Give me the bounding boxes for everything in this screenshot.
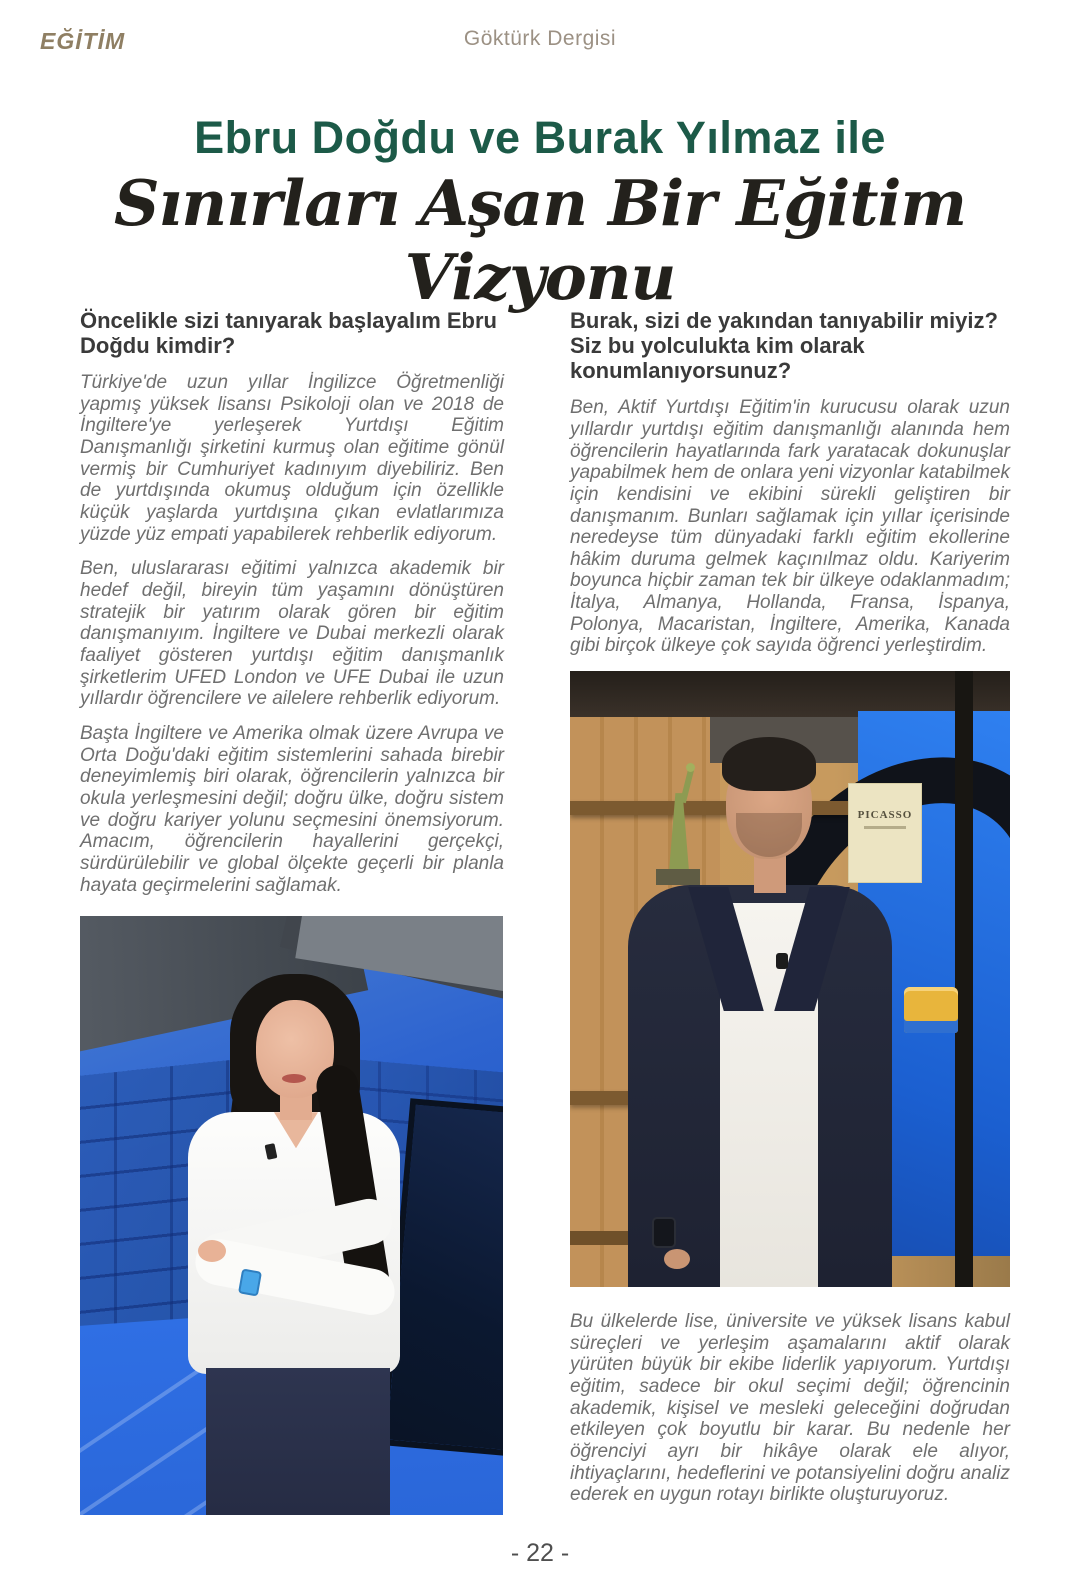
burak-hand	[664, 1249, 690, 1269]
answer-paragraph: Bu ülkelerde lise, üniversite ve yüksek lisans kabul süreçleri ve yerleşim aşamalarını aktif olarak yürüten büyük bir ekibe liderlik yapıyorum. Yurtdışı eğitim, sadece bir okul seçimi değil; öğrencinin akademik, kişisel ve mesleki geleceğini doğrudan etkileyen çok boyutlu bir karar. Bu nedenle her öğrenciyi ayrı bir hikâye olarak ele alıyor, ihtiyaçlarını, hedeflerini ve potansiyelini doğru analiz ederek en uygun rotayı birlikte oluşturuyoruz.	[570, 1311, 1010, 1506]
picasso-book	[848, 783, 922, 883]
tram-miniature	[904, 987, 958, 1033]
liberty-statue-base	[656, 869, 700, 885]
burak-yilmaz-photo	[570, 671, 1010, 1287]
answer-paragraph: Başta İngiltere ve Amerika olmak üzere Avrupa ve Orta Doğu'daki eğitim sistemlerini sahada birebir deneyimlemiş biri olarak, öğrencilerin yalnızca bir okula yerleşmesini değil; doğru ülke, doğru sistem ve doğru kariyer yolunu seçmesini önemsiyorum. Amacım, öğrencilerin hayallerini gerçekçi, sürdürülebilir ve global ölçekte geçerli bir planla hayata geçirmelerini sağlamak.	[80, 723, 504, 896]
right-column	[570, 308, 1010, 1519]
answer-paragraph: Ben, Aktif Yurtdışı Eğitim'in kurucusu olarak uzun yıllardır yurtdışı eğitim danışmanlığı alanında hem öğrencilerin hayatlarında fark yaratacak dokunuşlar yapabilmek hem de onlara yeni vizyonlar katabilmek için kendisini ve ekibini sürekli geliştiren bir danışmanım. Bunları sağlamak için yıllar içerisinde neredeyse tüm dünyadaki farklı eğitim ekollerine hâkim duruma gelmek kaçınılmaz oldu. Kariyerim boyunca hiçbir zaman tek bir ülkeye odaklanmadım; İtalya, Almanya, Hollanda, Fransa, İspanya, Polonya, Macaristan, İngiltere, Amerika, Kanada gibi birçok ülkeye çok sayıda öğrenci yerleştirdim.	[570, 397, 1010, 657]
bookshelf-board	[570, 801, 870, 815]
ebru-neck	[280, 1094, 312, 1120]
shelf-metal-frame	[955, 671, 973, 1287]
masthead-title: Göktürk Dergisi	[463, 27, 617, 50]
answer-paragraph: Ben, uluslararası eğitimi yalnızca akademik bir hedef değil, bireyin tüm yaşamını dönüştüren stratejik bir yatırım olarak gören bir eğitim danışmanıyım. İngiltere ve Dubai merkezli olarak faaliyet gösteren yurtdışı eğitim danışmanlık şirketlerim UFED London ve UFE Dubai ile uzun yıllardır öğrencilere ve ailelere rehberlik ediyorum.	[80, 558, 504, 710]
question-ebru: Öncelikle sizi tanıyarak başlayalım Ebru Doğdu kimdir?	[80, 308, 497, 359]
page-number: - 22 -	[510, 1539, 570, 1567]
answer-paragraph: Türkiye'de uzun yıllar İngilizce Öğretmenliği yapmış yüksek lisansı Psikoloji olan ve 2018 de İngiltere'ye yerleşerek Yurtdışı Eğitim Danışmanlığı şirketini kurmuş olan eğitime gönül vermiş bir Cumhuriyet kadınıyım diyebiliriz. Ben de yurtdışında okumuş olduğum için özellikle küçük yaşlarda yurtdışına çıkan evlatlarımıza yüzde yüz empati yapabilerek rehberlik ediyorum.	[80, 372, 504, 545]
picasso-book-subtitle-line	[864, 826, 906, 829]
burak-smartwatch	[652, 1217, 676, 1248]
lavalier-mic	[776, 953, 788, 969]
ebru-jeans	[206, 1368, 390, 1515]
article-subtitle-script: Sınırları Aşan Bir Eğitim Vizyonu	[113, 166, 967, 314]
picasso-book-title: PICASSO	[857, 809, 913, 822]
article-title: Ebru Doğdu ve Burak Yılmaz ile	[194, 112, 886, 163]
question-burak: Burak, sizi de yakından tanıyabilir miyiz? Siz bu yolculukta kim olarak konumlanıyorsunuz?	[570, 308, 998, 384]
section-label: EĞİTİM	[40, 28, 126, 54]
ebru-dogdu-photo	[80, 916, 503, 1515]
burak-hair	[722, 737, 816, 791]
left-column	[80, 308, 504, 1515]
